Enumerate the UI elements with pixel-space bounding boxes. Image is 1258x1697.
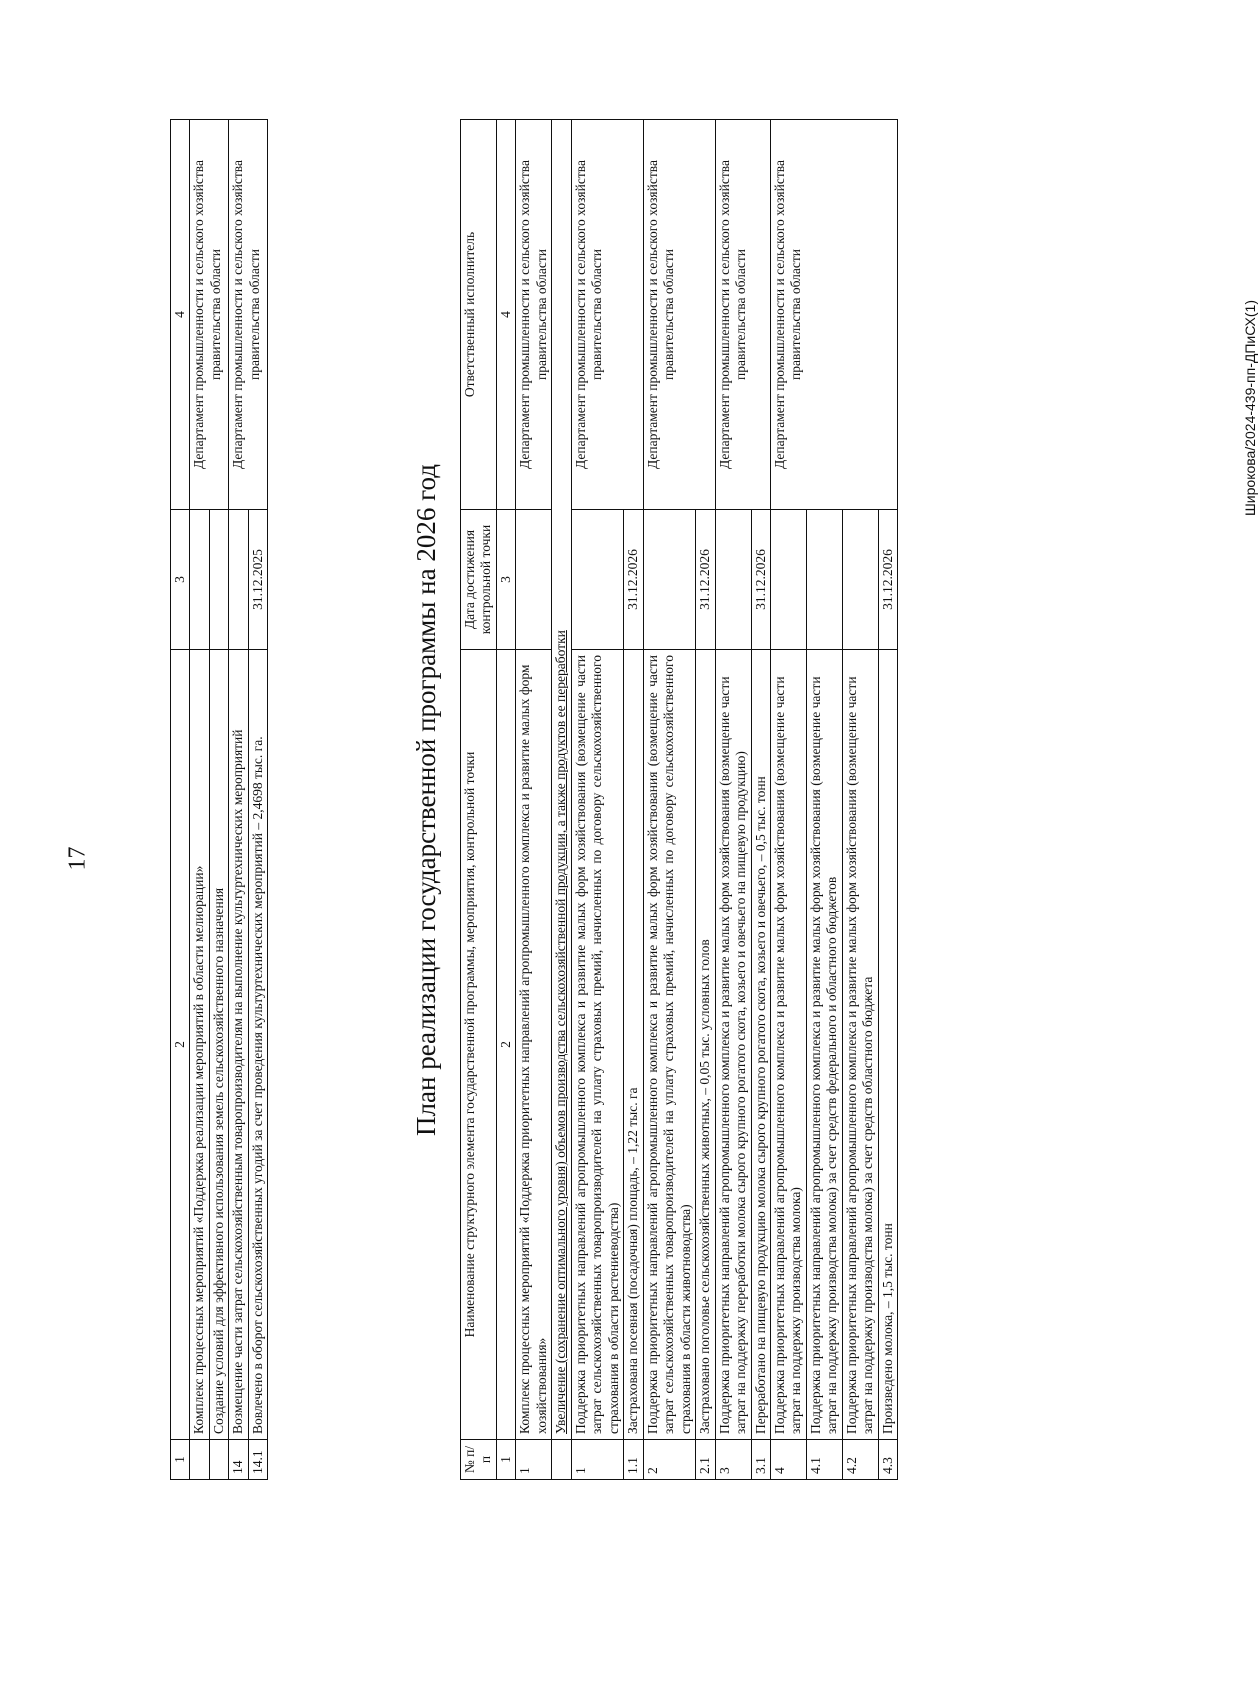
row-name: Увеличение (сохранение оптимального уровня) объемов производства сельскохозяйственной продукции, а также продуктов ее переработки: [552, 120, 571, 1440]
table-row: [229, 120, 248, 1480]
table-row: [190, 120, 209, 1480]
row-number: 3: [715, 1440, 751, 1480]
table-row: [571, 120, 623, 1480]
row-name: Произведено молока, – 1,5 тыс. тонн: [878, 650, 897, 1440]
header-col-2: 2: [171, 650, 190, 1440]
plan-table: [460, 119, 898, 1480]
row-date: [715, 510, 751, 650]
table-row: [643, 120, 695, 1480]
row-name: Переработано на пищевую продукцию молока сырого крупного рогатого скота, козьего и овечьего, – 0,5 тыс. тонн: [751, 650, 770, 1440]
row-number: 1.1: [624, 1440, 643, 1480]
row-date: 31.12.2026: [696, 510, 715, 650]
plan-title: План реализации государственной программы на 2026 год: [411, 464, 441, 1136]
row-name: Поддержка приоритетных направлений агропромышленного комплекса и развитие малых форм хозяйствования (возмещение части затрат на поддержку производства молока) за счет средств федерального и областного бюджетов: [806, 650, 842, 1440]
continuation-table-block: [170, 120, 356, 1480]
table-row: [715, 120, 751, 1480]
header-name: Наименование структурного элемента государственной программы, мероприятия, контрольной точки: [461, 650, 497, 1440]
row-number: 3.1: [751, 1440, 770, 1480]
plan-header-number-row: [496, 120, 515, 1480]
row-date: [770, 510, 806, 650]
row-date: 31.12.2026: [751, 510, 770, 650]
header-date: Дата достижения контрольной точки: [461, 510, 497, 650]
header-num: № п/п: [461, 1440, 497, 1480]
continuation-header-row: [171, 120, 190, 1480]
row-number: 14: [229, 1440, 248, 1480]
table-row: [552, 120, 571, 1480]
row-date: 31.12.2026: [878, 510, 897, 650]
row-name: Вовлечено в оборот сельскохозяйственных угодий за счет проведения культуртехнических мероприятий – 2,4698 тыс. га.: [248, 650, 267, 1440]
plan-table-block: [460, 120, 1016, 1480]
row-name: Возмещение части затрат сельскохозяйственным товаропроизводителям на выполнение культуртехнических мероприятий: [229, 650, 248, 1440]
plan-header-row: [461, 120, 497, 1480]
row-date: [643, 510, 695, 650]
header-number-3: 3: [496, 510, 515, 650]
row-executor: Департамент промышленности и сельского хозяйства правительства области: [190, 120, 229, 510]
row-date: [571, 510, 623, 650]
table-row: [516, 120, 552, 1480]
row-name: Поддержка приоритетных направлений агропромышленного комплекса и развитие малых форм хозяйствования (возмещение части затрат сельскохозяйственных товаропроизводителей на уплату страховых премий, начисленных по договору сельскохозяйственного страхования в области животноводства): [643, 650, 695, 1440]
row-date: 31.12.2025: [248, 510, 267, 650]
row-number: 4.3: [878, 1440, 897, 1480]
row-name: Комплекс процессных мероприятий «Поддержка реализации мероприятий в области мелиорации»: [190, 650, 209, 1440]
row-date: [229, 510, 248, 650]
header-executor: Ответственный исполнитель: [461, 120, 497, 510]
header-col-1: 1: [171, 1440, 190, 1480]
row-number: 2: [643, 1440, 695, 1480]
row-date: [516, 510, 552, 650]
continuation-table: [170, 119, 268, 1480]
row-date: [842, 510, 878, 650]
document-code: Широкова/2024-439-пп-ДПиСХ(1): [1242, 299, 1258, 517]
row-name: Застраховано поголовье сельскохозяйственных животных, – 0,05 тыс. условных голов: [696, 650, 715, 1440]
row-name: Комплекс процессных мероприятий «Поддержка приоритетных направлений агропромышленного комплекса и развитие малых форм хозяйствования»: [516, 650, 552, 1440]
row-executor: Департамент промышленности и сельского хозяйства правительства области: [643, 120, 715, 510]
row-name: Поддержка приоритетных направлений агропромышленного комплекса и развитие малых форм хозяйствования (возмещение части затрат на поддержку производства молока): [770, 650, 806, 1440]
row-name: Поддержка приоритетных направлений агропромышленного комплекса и развитие малых форм хозяйствования (возмещение части затрат на поддержку производства молока) за счет средств областного бюджета: [842, 650, 878, 1440]
table-row: [770, 120, 806, 1480]
header-col-4: 4: [171, 120, 190, 510]
row-number: [552, 1440, 571, 1480]
row-name: Застрахована посевная (посадочная) площадь, – 1,22 тыс. га: [624, 650, 643, 1440]
row-executor: Департамент промышленности и сельского хозяйства правительства области: [229, 120, 268, 510]
row-number: 1: [571, 1440, 623, 1480]
row-executor: Департамент промышленности и сельского хозяйства правительства области: [770, 120, 897, 510]
row-number: 4.1: [806, 1440, 842, 1480]
page-number: 17: [64, 846, 91, 871]
header-number-2: 2: [496, 650, 515, 1440]
row-executor: Департамент промышленности и сельского хозяйства правительства области: [571, 120, 643, 510]
header-number-1: 1: [496, 1440, 515, 1480]
row-date: 31.12.2026: [624, 510, 643, 650]
row-number: [190, 1440, 209, 1480]
row-executor: Департамент промышленности и сельского хозяйства правительства области: [516, 120, 552, 510]
row-date: [209, 510, 228, 650]
row-number: 1: [516, 1440, 552, 1480]
row-name: Поддержка приоритетных направлений агропромышленного комплекса и развитие малых форм хозяйствования (возмещение части затрат на поддержку переработки молока сырого крупного рогатого скота, козьего и овечьего на пищевую продукцию): [715, 650, 751, 1440]
row-number: 4: [770, 1440, 806, 1480]
row-date: [190, 510, 209, 650]
row-number: 2.1: [696, 1440, 715, 1480]
plan-title-block: [408, 120, 448, 1480]
header-col-3: 3: [171, 510, 190, 650]
header-number-4: 4: [496, 120, 515, 510]
row-number: [209, 1440, 228, 1480]
row-date: [806, 510, 842, 650]
row-name: Создание условий для эффективного использования земель сельскохозяйственного назначения: [209, 650, 228, 1440]
row-name: Поддержка приоритетных направлений агропромышленного комплекса и развитие малых форм хозяйствования (возмещение части затрат сельскохозяйственных товаропроизводителей на уплату страховых премий, начисленных по договору сельскохозяйственного страхования в области растениеводства): [571, 650, 623, 1440]
row-executor: Департамент промышленности и сельского хозяйства правительства области: [715, 120, 770, 510]
row-number: 14.1: [248, 1440, 267, 1480]
row-number: 4.2: [842, 1440, 878, 1480]
